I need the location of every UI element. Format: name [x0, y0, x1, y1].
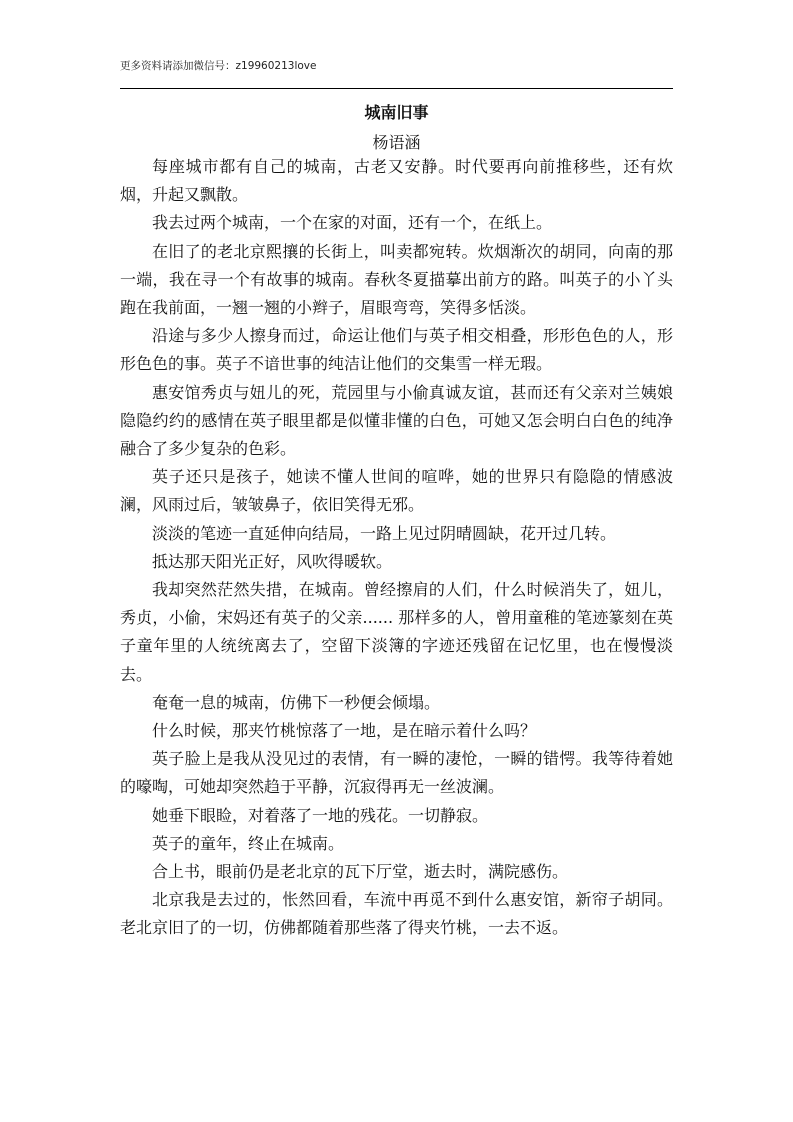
paragraph: 奄奄一息的城南，仿佛下一秒便会倾塌。	[152, 692, 441, 712]
paragraph: 合上书，眼前仍是老北京的瓦下厅堂，逝去时，满院感伤。	[152, 862, 569, 882]
article-body	[120, 153, 673, 943]
paragraph: 抵达那天阳光正好，风吹得暖软。	[152, 551, 393, 571]
paragraph: 她垂下眼睑，对着落了一地的残花。一切静寂。	[152, 805, 489, 825]
paragraph: 我去过两个城南，一个在家的对面，还有一个，在纸上。	[152, 213, 553, 233]
paragraph: 北京我是去过的，怅然回看，车流中再觅不到什么惠安馆，新帘子胡同。老北京旧了的一切，仿佛都随着那些落了得夹竹桃，一去不返。	[120, 890, 673, 938]
paragraph: 沿途与多少人擦身而过，命运让他们与英子相交相叠，形形色色的人，形形色色的事。英子不谙世事的纯洁让他们的交集雪一样无瑕。	[120, 326, 673, 374]
paragraph: 在旧了的老北京熙攘的长街上，叫卖都宛转。炊烟渐次的胡同，向南的那一端，我在寻一个有故事的城南。春秋冬夏描摹出前方的路。叫英子的小丫头跑在我前面，一翘一翘的小辫子，眉眼弯弯，笑得多恬淡。	[120, 241, 673, 318]
header-divider	[120, 88, 673, 89]
article-title: 城南旧事	[364, 103, 429, 122]
paragraph: 淡淡的笔迹一直延伸向结局，一路上见过阴晴圆缺，花开过几转。	[152, 523, 617, 543]
paragraph: 惠安馆秀贞与妞儿的死，荒园里与小偷真诚友谊，甚而还有父亲对兰姨娘隐隐约约的感情在英子眼里都是似懂非懂的白色，可她又怎会明白白色的纯净融合了多少复杂的色彩。	[120, 382, 673, 459]
article-author: 杨语涵	[372, 133, 421, 152]
paragraph: 每座城市都有自己的城南，古老又安静。时代要再向前推移些，还有炊烟，升起又飘散。	[120, 157, 673, 205]
header-note: 更多资料请添加微信号：z19960213love	[120, 60, 317, 72]
paragraph: 英子脸上是我从没见过的表情，有一瞬的凄怆，一瞬的错愕。我等待着她的嚎啕，可她却突然趋于平静，沉寂得再无一丝波澜。	[120, 749, 673, 797]
paragraph: 我却突然茫然失措，在城南。曾经擦肩的人们，什么时候消失了，妞儿，秀贞，小偷，宋妈还有英子的父亲...... 那样多的人，曾用童稚的笔迹篆刻在英子童年里的人统统离去了，空留下淡簿的字迹还残留在记忆里，也在慢慢淡去。	[120, 580, 673, 684]
paragraph: 英子的童年，终止在城南。	[152, 833, 345, 853]
paragraph: 什么时候，那夹竹桃惊落了一地，是在暗示着什么吗？	[152, 721, 537, 741]
paragraph: 英子还只是孩子，她读不懂人世间的喧哗，她的世界只有隐隐的情感波澜，风雨过后，皱皱鼻子，依旧笑得无邪。	[120, 467, 673, 515]
